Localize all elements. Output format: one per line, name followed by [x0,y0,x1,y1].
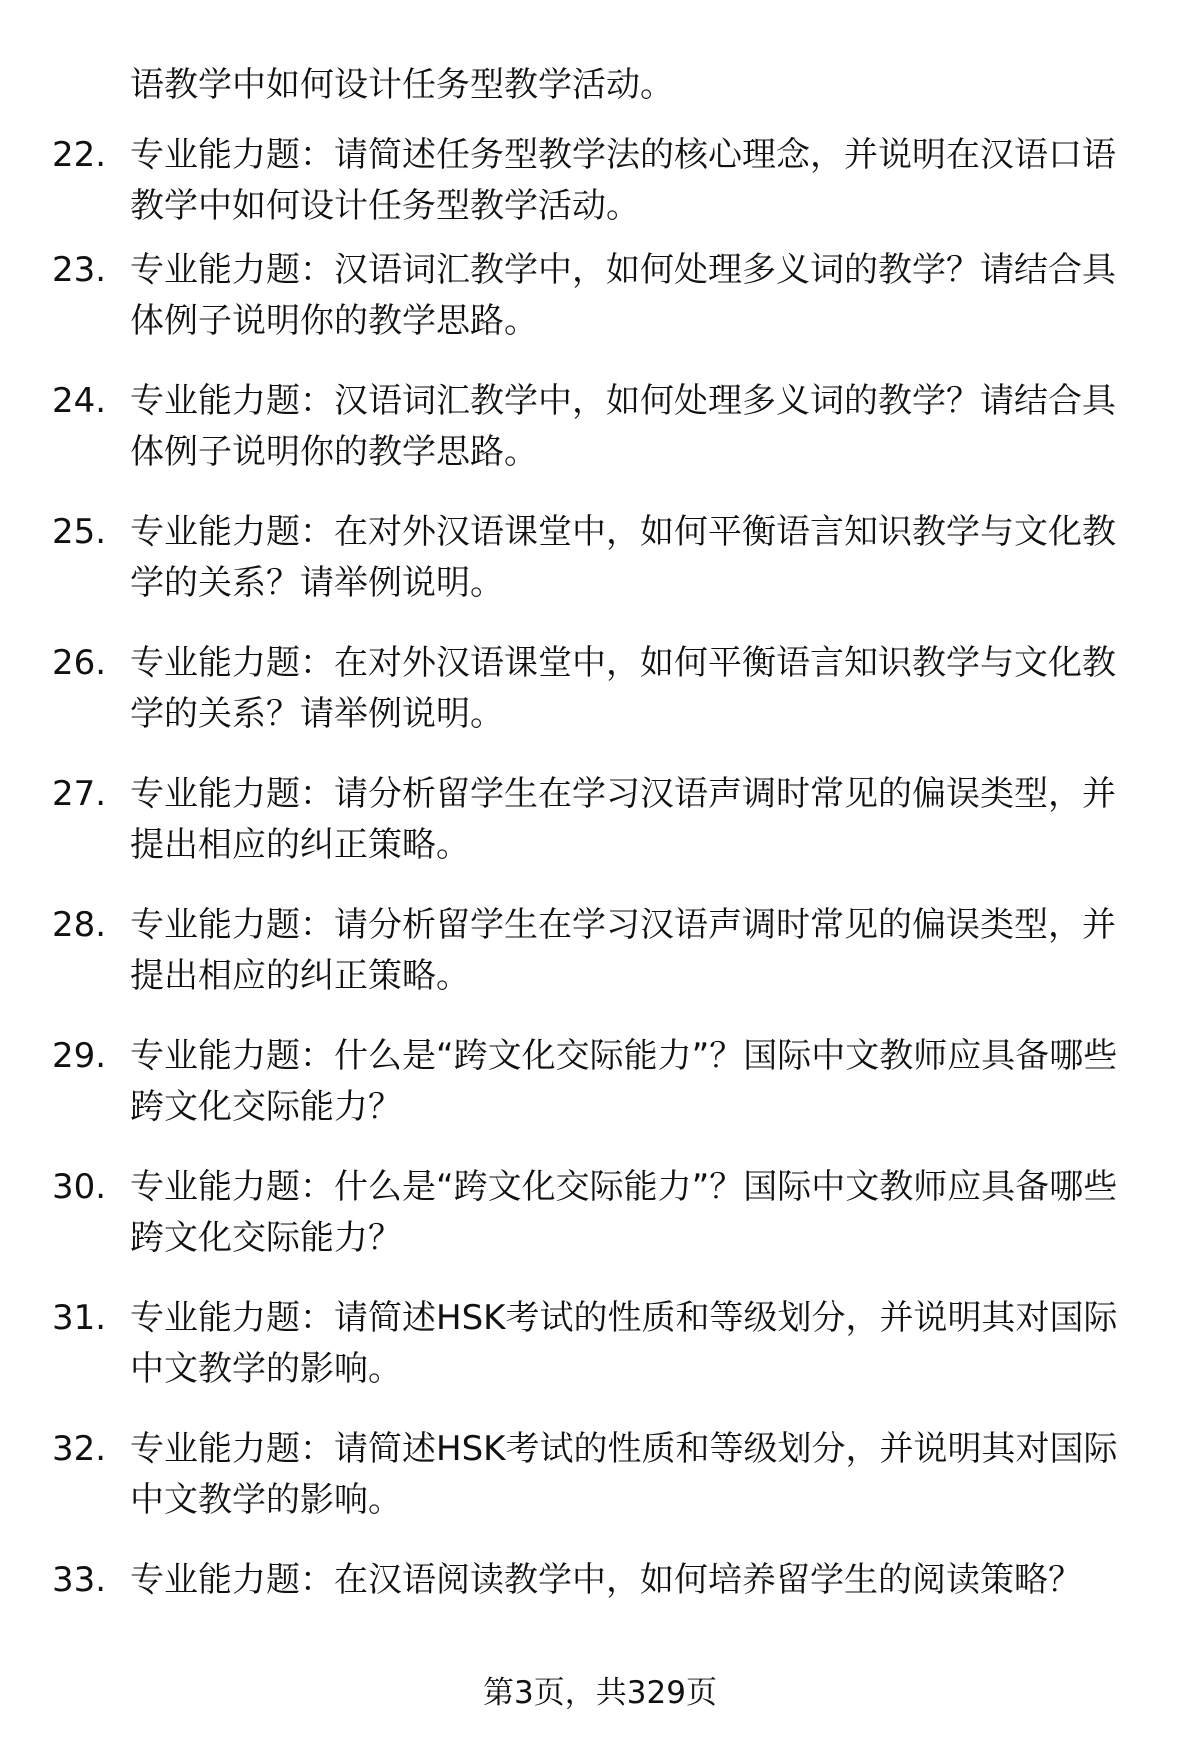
question-text: 专业能力题：请分析留学生在学习汉语声调时常见的偏误类型，并提出相应的纠正策略。 [130,774,1116,865]
question-text: 专业能力题：请简述HSK考试的性质和等级划分，并说明其对国际中文教学的影响。 [130,1429,1118,1520]
question-text: 专业能力题：什么是“跨文化交际能力”？国际中文教师应具备哪些跨文化交际能力？ [130,1167,1118,1258]
question-number: 22. [52,135,107,175]
question-number: 27. [52,774,107,814]
question-text: 专业能力题：在对外汉语课堂中，如何平衡语言知识教学与文化教学的关系？请举例说明。 [130,643,1116,734]
question-number: 32. [52,1429,107,1469]
question-text: 专业能力题：汉语词汇教学中，如何处理多义词的教学？请结合具体例子说明你的教学思路。 [130,381,1116,472]
question-text: 专业能力题：请简述任务型教学法的核心理念，并说明在汉语口语教学中如何设计任务型教学活动。 [130,135,1116,226]
continuation-text: 语教学中如何设计任务型教学活动。 [130,65,674,105]
question-number: 29. [52,1036,107,1076]
question-number: 24. [52,381,107,421]
page-footer: 第3页，共329页 [483,1675,717,1711]
question-number: 25. [52,512,107,552]
question-number: 23. [52,250,107,290]
question-number: 30. [52,1167,107,1207]
question-text: 专业能力题：什么是“跨文化交际能力”？国际中文教师应具备哪些跨文化交际能力？ [130,1036,1118,1127]
question-text: 专业能力题：请简述HSK考试的性质和等级划分，并说明其对国际中文教学的影响。 [130,1298,1118,1389]
question-number: 26. [52,643,107,683]
question-number: 33. [52,1560,107,1600]
question-text: 专业能力题：请分析留学生在学习汉语声调时常见的偏误类型，并提出相应的纠正策略。 [130,905,1116,996]
question-text: 专业能力题：汉语词汇教学中，如何处理多义词的教学？请结合具体例子说明你的教学思路。 [130,250,1116,341]
question-text: 专业能力题：在对外汉语课堂中，如何平衡语言知识教学与文化教学的关系？请举例说明。 [130,512,1116,603]
question-number: 28. [52,905,107,945]
question-number: 31. [52,1298,107,1338]
question-text: 专业能力题：在汉语阅读教学中，如何培养留学生的阅读策略？ [130,1560,1082,1600]
